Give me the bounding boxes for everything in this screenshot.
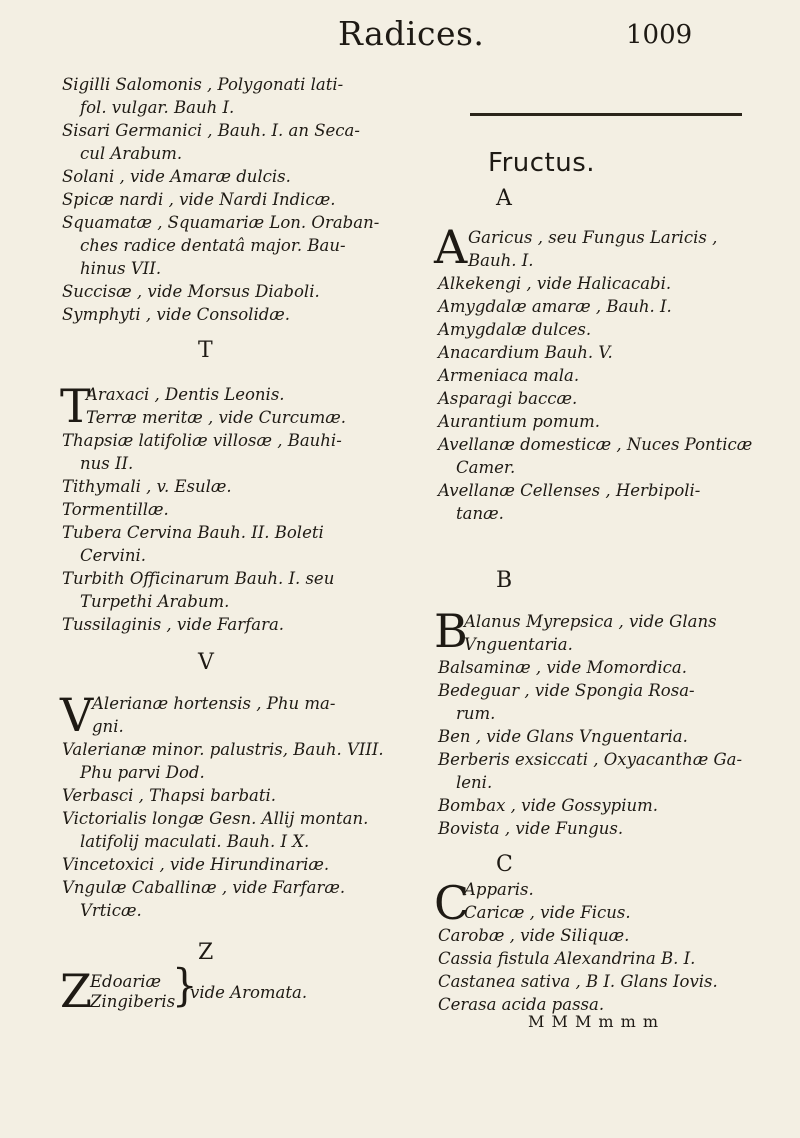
- entry-line: latifolij maculati. Bauh. I X.: [80, 832, 310, 851]
- entry-line: Ben , vide Glans Vnguentaria.: [438, 727, 688, 746]
- entry-line: Aurantium pomum.: [438, 412, 600, 431]
- entry-line: fol. vulgar. Bauh I.: [80, 98, 235, 117]
- entry-line: Terræ meritæ , vide Curcumæ.: [86, 408, 347, 427]
- entry-line: Vnguentaria.: [464, 635, 573, 654]
- entry-line: Apparis.: [464, 880, 534, 899]
- entry-line: Berberis exsiccati , Oxyacanthæ Ga-: [438, 750, 743, 769]
- entry-line: Verbasci , Thapsi barbati.: [62, 786, 277, 805]
- entry-line: Victorialis longæ Gesn. Allij montan.: [62, 809, 369, 828]
- horizontal-rule: [470, 113, 742, 116]
- entry-line: Vngulæ Caballinæ , vide Farfaræ.: [62, 878, 346, 897]
- section-letter-c: C: [496, 852, 513, 877]
- entry-line: Camer.: [456, 458, 516, 477]
- entry-line: Bedeguar , vide Spongia Rosa-: [438, 681, 695, 700]
- entry-line: Amygdalæ amaræ , Bauh. I.: [438, 297, 672, 316]
- page-header: [0, 14, 800, 64]
- entry-line: Spicæ nardi , vide Nardi Indicæ.: [62, 190, 336, 209]
- entry-line: Sisari Germanici , Bauh. I. an Seca-: [62, 121, 360, 140]
- section-letter-z: Z: [198, 940, 214, 965]
- drop-cap-t: T: [60, 379, 91, 433]
- entry-line: Edoariæ: [90, 972, 162, 991]
- entry-line: Tussilaginis , vide Farfara.: [62, 615, 285, 634]
- entry-line: Armeniaca mala.: [438, 366, 580, 385]
- entry-line: Succisæ , vide Morsus Diaboli.: [62, 282, 320, 301]
- section-letter-t: T: [198, 338, 213, 363]
- entry-line: Bombax , vide Gossypium.: [438, 796, 659, 815]
- entry-line: Castanea sativa , B I. Glans Iovis.: [438, 972, 718, 991]
- entry-line: Tubera Cervina Bauh. II. Boleti: [62, 523, 324, 542]
- entry-line: ches radice dentatâ major. Bau-: [80, 236, 346, 255]
- entry-line: Araxaci , Dentis Leonis.: [86, 385, 285, 404]
- entry-line: Garicus , seu Fungus Laricis ,: [468, 228, 718, 247]
- entry-line: Avellanæ Cellenses , Herbipoli-: [438, 481, 701, 500]
- entry-line: Cerasa acida passa.: [438, 995, 605, 1014]
- entry-line: Asparagi baccæ.: [438, 389, 578, 408]
- section-letter-a: A: [496, 186, 512, 211]
- entry-line: Thapsiæ latifoliæ villosæ , Bauhi-: [62, 431, 342, 450]
- entry-line: Zingiberis: [90, 992, 176, 1011]
- section-letter-b: B: [496, 568, 513, 593]
- entry-line: Bauh. I.: [468, 251, 534, 270]
- entry-line: Alerianæ hortensis , Phu ma-: [92, 694, 336, 713]
- entry-line: Bovista , vide Fungus.: [438, 819, 624, 838]
- entry-line: nus II.: [80, 454, 134, 473]
- entry-line: Avellanæ domesticæ , Nuces Ponticæ: [438, 435, 753, 454]
- entry-line: gni.: [92, 717, 124, 736]
- entry-line: Phu parvi Dod.: [80, 763, 205, 782]
- entry-line: Tithymali , v. Esulæ.: [62, 477, 232, 496]
- entry-line: Alanus Myrepsica , vide Glans: [464, 612, 717, 631]
- entry-line: Vrticæ.: [80, 901, 142, 920]
- entry-line: Amygdalæ dulces.: [438, 320, 592, 339]
- entry-line: Turpethi Arabum.: [80, 592, 230, 611]
- entry-line: Squamatæ , Squamariæ Lon. Oraban-: [62, 213, 380, 232]
- entry-line: leni.: [456, 773, 493, 792]
- catchword: M M M m m m: [528, 1012, 660, 1031]
- entry-line: Symphyti , vide Consolidæ.: [62, 305, 291, 324]
- entry-line: vide Aromata.: [190, 983, 308, 1002]
- entry-line: Tormentillæ.: [62, 500, 169, 519]
- entry-line: Anacardium Bauh. V.: [438, 343, 613, 362]
- entry-line: Cassia fistula Alexandrina B. I.: [438, 949, 696, 968]
- entry-line: Caricæ , vide Ficus.: [464, 903, 631, 922]
- drop-cap-b: B: [434, 604, 468, 658]
- entry-line: Turbith Officinarum Bauh. I. seu: [62, 569, 335, 588]
- section-heading: Fructus.: [488, 148, 596, 178]
- entry-line: Balsaminæ , vide Momordica.: [438, 658, 687, 677]
- entry-line: Alkekengi , vide Halicacabi.: [438, 274, 672, 293]
- drop-cap-c: C: [434, 876, 470, 930]
- entry-line: rum.: [456, 704, 496, 723]
- entry-line: Solani , vide Amaræ dulcis.: [62, 167, 291, 186]
- entry-line: tanæ.: [456, 504, 504, 523]
- page-number: 1009: [626, 20, 693, 50]
- section-letter-v: V: [198, 650, 214, 675]
- entry-line: Sigilli Salomonis , Polygonati lati-: [62, 75, 344, 94]
- entry-line: Valerianæ minor. palustris, Bauh. VIII.: [62, 740, 384, 759]
- entry-line: Carobæ , vide Siliquæ.: [438, 926, 630, 945]
- running-head: Radices.: [338, 14, 485, 53]
- brace: }: [172, 960, 198, 1012]
- entry-line: hinus VII.: [80, 259, 162, 278]
- entry-line: Cervini.: [80, 546, 147, 565]
- entry-line: Vincetoxici , vide Hirundinariæ.: [62, 855, 330, 874]
- drop-cap-v: V: [60, 688, 94, 742]
- drop-cap-z: Z: [60, 964, 92, 1018]
- drop-cap-a: A: [434, 220, 468, 274]
- entry-line: cul Arabum.: [80, 144, 183, 163]
